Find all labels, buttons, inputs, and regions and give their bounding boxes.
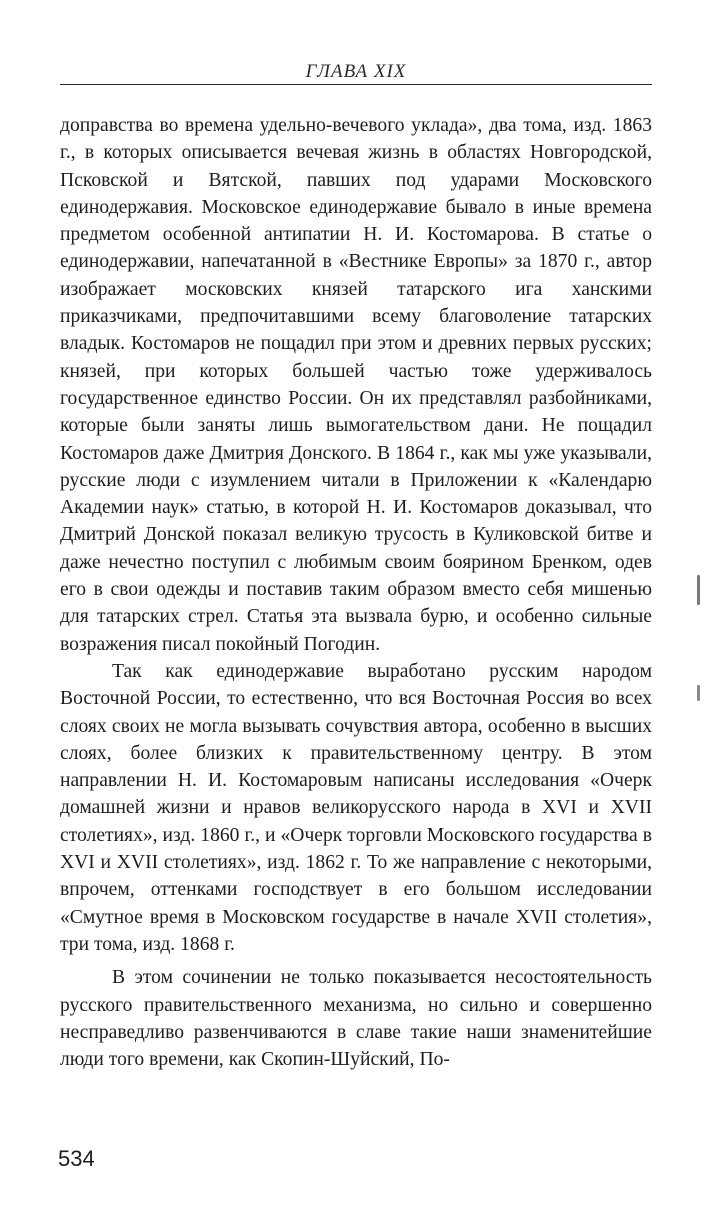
- scan-edge-mark: [697, 575, 700, 605]
- paragraph: Так как единодержавие выработано русским народом Восточной России, то естественно, что вся Восточная Россия во всех слоях своих не могла вызывать сочувствия автора, особенно в высших слоях, более близких к правительственному центру. В этом направлении Н. И. Костомаровым написаны исследования «Очерк домашней жизни и нравов великорусского народа в XVI и XVII столетиях», изд. 1860 г., и «Очерк торговли Московского государства в XVI и XVII столетиях», изд. 1862 г. То же направление с некоторыми, впрочем, оттенками господствует в его большом исследовании «Смутное время в Московском государстве в начале XVII столетия», три тома, изд. 1868 г.: [60, 660, 652, 955]
- paragraph: В этом сочинении не только показывается несостоятельность русского правительственного механизма, но сильно и совершенно несправедливо развенчиваются в славе такие наши знаменитейшие люди того времени, как Скопин-Шуйский, По-: [60, 967, 652, 1071]
- header-rule: [60, 84, 652, 85]
- running-head: ГЛАВА XIX: [305, 61, 407, 82]
- paragraph-continued: доправства во времена удельно-вечевого уклада», два тома, изд. 1863 г., в которых описывается вечевая жизнь в областях Новгородской, Псковской и Вятской, павших под ударами Московского единодержавия. Московское единодержавие бывало в иные времена предметом особенной антипатии Н. И. Костомарова. В статье о единодержавии, напечатанной в «Вестнике Европы» за 1870 г., автор изображает московских князей татарского ига ханскими приказчиками, предпочитавшими всему благоволение татарских владык. Костомаров не пощадил при этом и древних первых русских; князей, при которых большей частью тоже удерживалось государственное единство России. Он их представлял разбойниками, которые были заняты лишь вымогательством дани. Не пощадил Костомаров даже Дмитрия Донского. В 1864 г., как мы уже указывали, русские люди с изумлением читали в Приложении к «Календарю Академии наук» статью, в которой Н. И. Костомаров доказывал, что Дмитрий Донской показал великую трусость в Куликовской битве и даже нечестно поступил с любимым своим боярином Бренком, одев его в свои одежды и поставив таким образом вместо себя мишенью для татарских стрел. Статья эта вызвала бурю, и особенно сильные возражения писал покойный Погодин.: [60, 115, 652, 655]
- body-text: [60, 112, 652, 1073]
- page-number: 534: [58, 1146, 95, 1171]
- scan-edge-mark: [697, 685, 700, 701]
